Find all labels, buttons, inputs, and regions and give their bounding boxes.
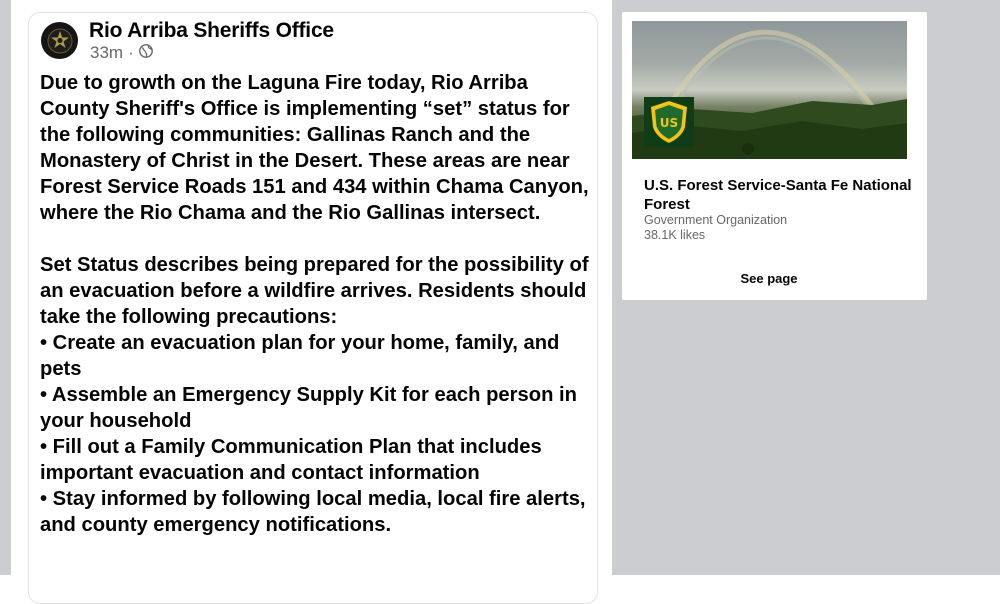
precaution-bullet: • Stay informed by following local media, local fire alerts, and county emergency notifications.: [40, 488, 586, 536]
precaution-bullet: • Assemble an Emergency Supply Kit for each person in your household: [40, 384, 577, 432]
precaution-bullet: • Create an evacuation plan for your home, family, and pets: [40, 332, 560, 380]
post-paragraph: Due to growth on the Laguna Fire today, Rio Arriba County Sheriff's Office is implementing “set” status for the following communities: Gallinas Ranch and the Monastery of Christ in the Desert. These areas are near Forest Service Roads 151 and 434 within Chama Canyon, where the Rio Chama and the Rio Gallinas intersect.: [40, 72, 589, 224]
post-paragraph-intro: Set Status describes being prepared for the possibility of an evacuation before a wildfire arrives. Residents should take the following precautions:: [40, 254, 589, 328]
globe-icon[interactable]: [139, 43, 153, 63]
precaution-bullet: • Fill out a Family Communication Plan that includes important evacuation and contact information: [40, 436, 542, 484]
post-meta: [90, 43, 153, 63]
author-avatar[interactable]: [41, 22, 78, 59]
page-cover-image[interactable]: [632, 21, 907, 159]
post-author-name[interactable]: Rio Arriba Sheriffs Office: [89, 19, 334, 42]
post-paragraph: [40, 252, 596, 538]
post-body: [40, 70, 596, 538]
forest-service-shield-icon: [644, 97, 694, 147]
left-background: [0, 0, 11, 575]
suggested-page-card: [622, 12, 927, 300]
suggested-page-title[interactable]: U.S. Forest Service-Santa Fe National Forest: [644, 177, 912, 213]
sheriff-star-icon: [47, 28, 73, 54]
see-page-button[interactable]: See page: [740, 271, 798, 286]
post-timestamp[interactable]: 33m: [90, 43, 124, 62]
meta-separator: ·: [128, 43, 134, 62]
page-likes-count: 38.1K likes: [644, 228, 706, 242]
post-card: [28, 12, 598, 604]
page-category: Government Organization: [644, 213, 788, 227]
shield-badge-text: US: [659, 116, 679, 130]
